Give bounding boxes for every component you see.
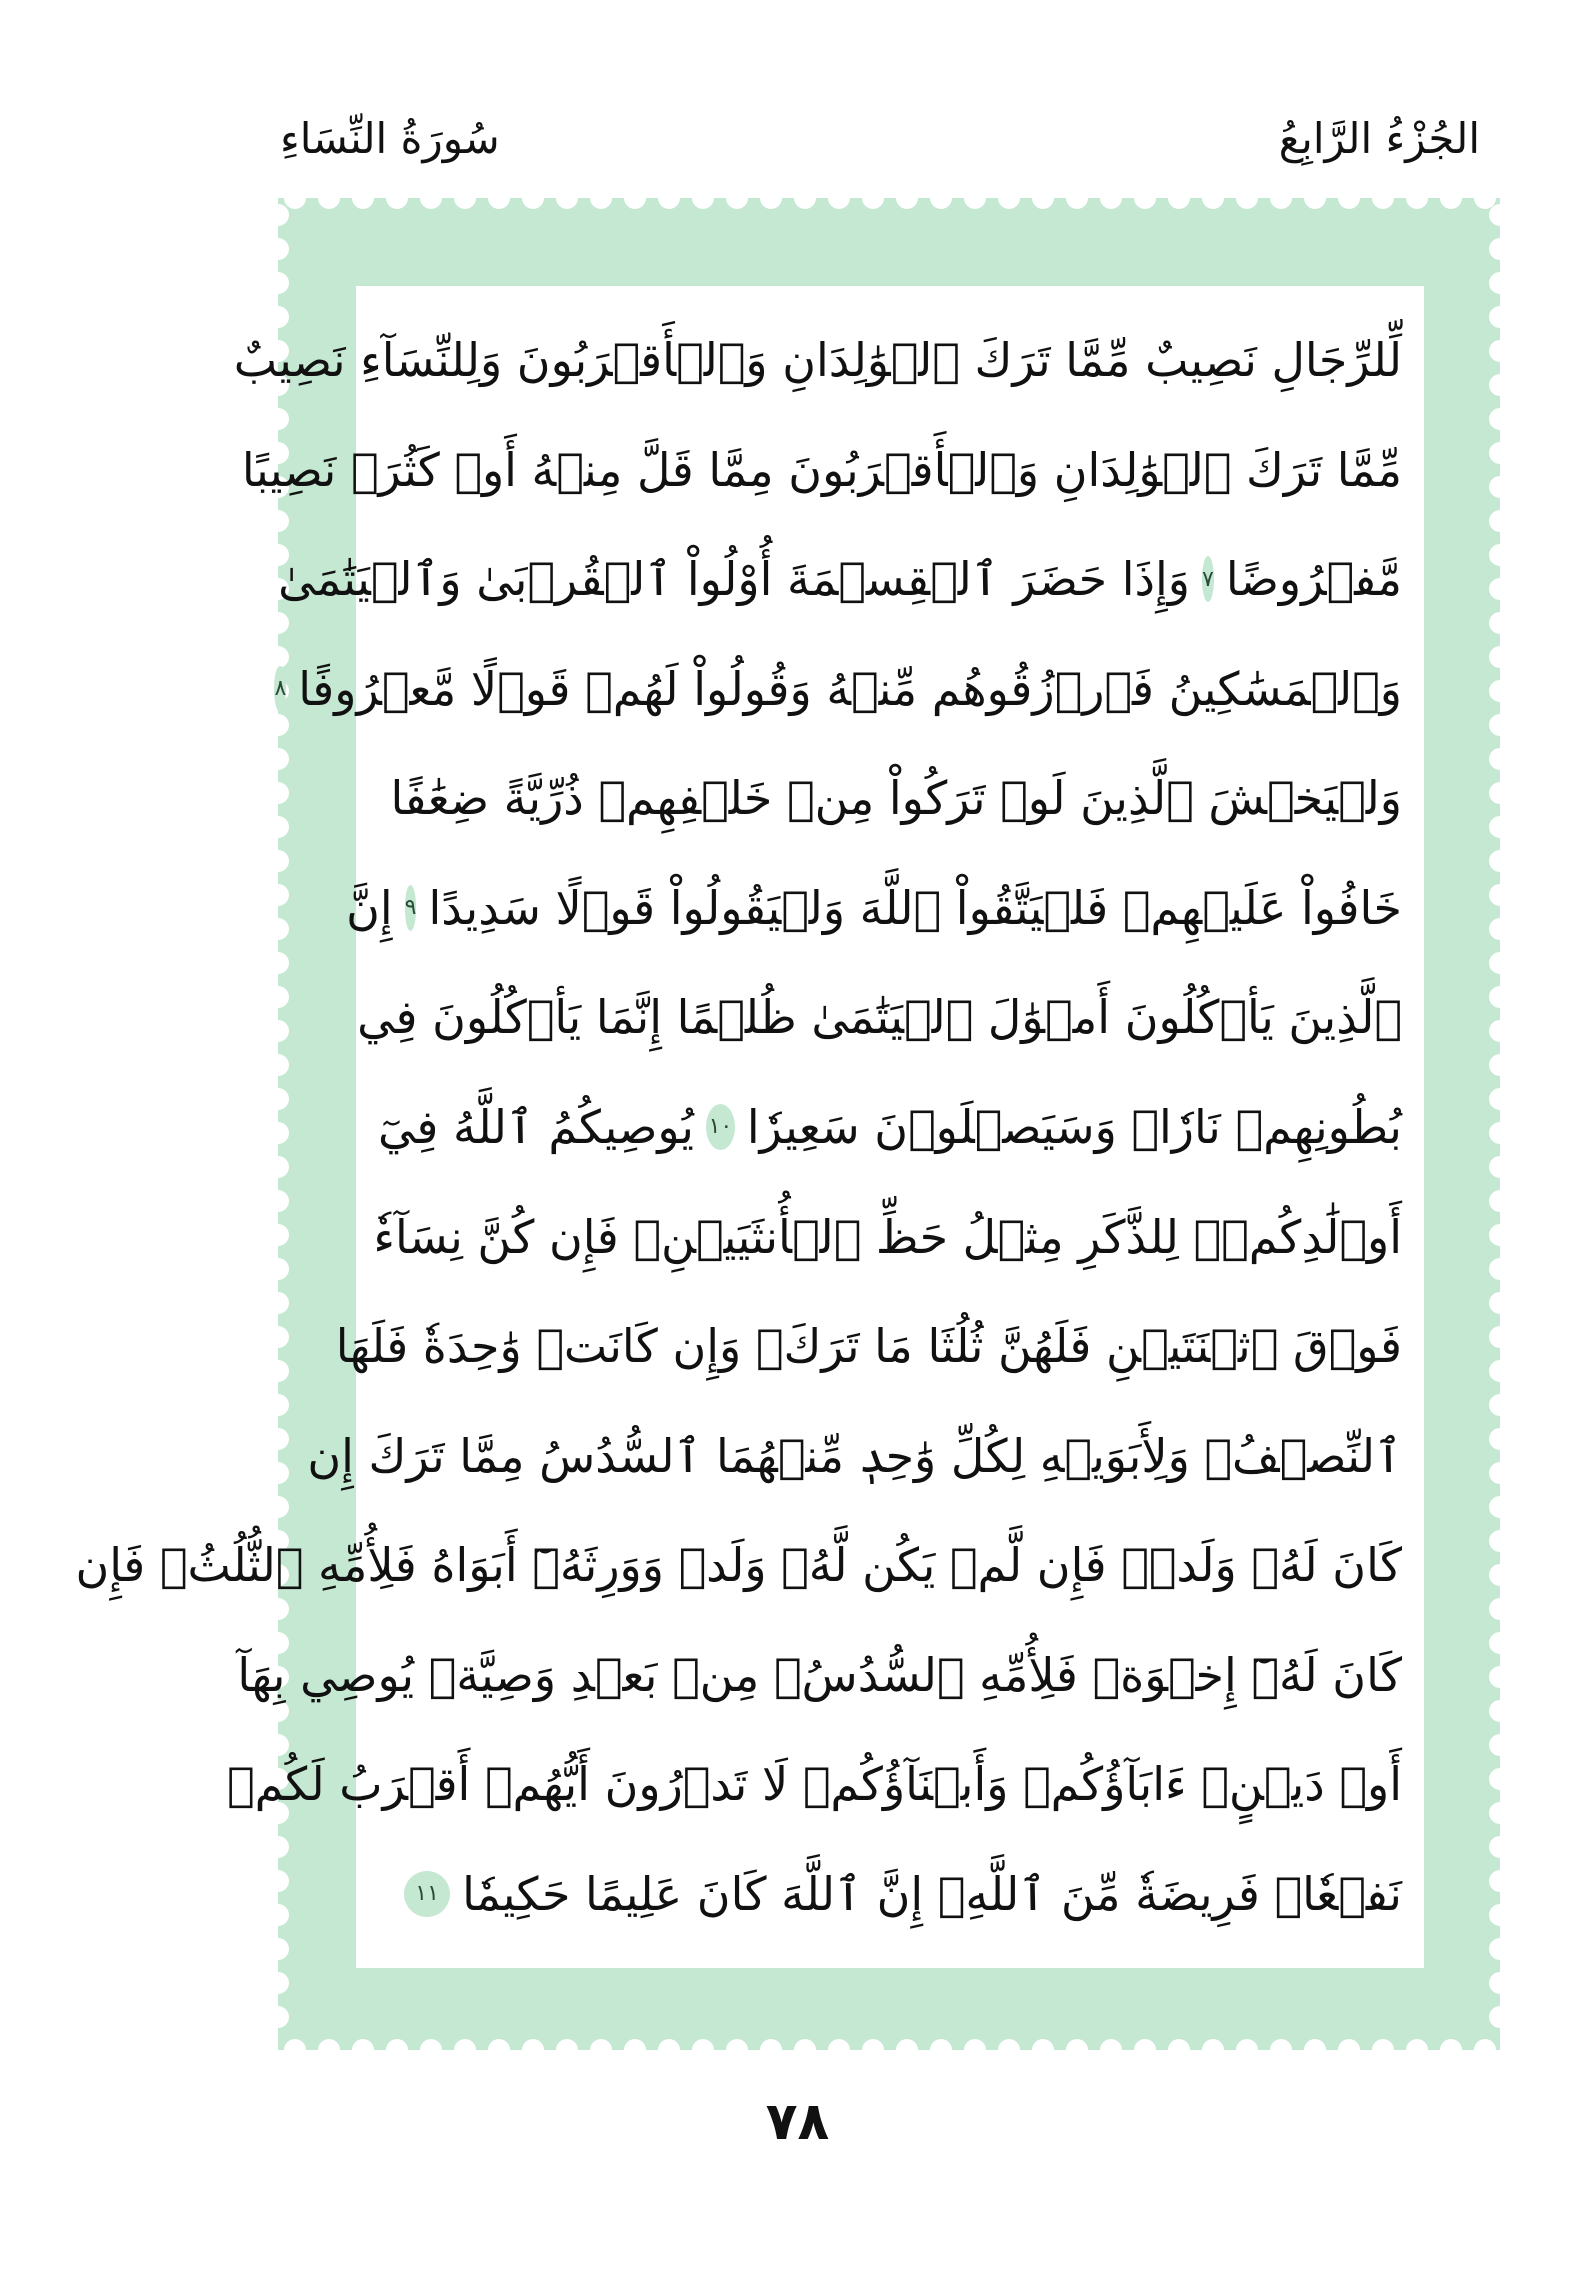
scallop-bump xyxy=(1100,2039,1122,2061)
scallop-bump xyxy=(1134,187,1156,209)
scallop-bump xyxy=(658,2039,680,2061)
text-lines xyxy=(75,312,1402,1942)
scallop-bump xyxy=(267,238,289,260)
scallop-bump xyxy=(1372,187,1394,209)
scallop-bump xyxy=(267,1700,289,1722)
scallop-bump xyxy=(1489,204,1511,226)
scallop-bump xyxy=(930,2039,952,2061)
scallop-bump xyxy=(267,272,289,294)
scallop-bump xyxy=(1032,2039,1054,2061)
scallop-bump xyxy=(1489,238,1511,260)
scallop-bump xyxy=(284,187,306,209)
scallop-bump xyxy=(267,510,289,532)
scallop-bump xyxy=(624,2039,646,2061)
juz-title: الجُزْءُ الرَّابِعُ xyxy=(1278,114,1480,163)
verse-text: يُوصِيكُمُ ٱللَّهُ فِيٓ xyxy=(378,1099,694,1154)
scallop-bump xyxy=(1489,374,1511,396)
scallop-bump xyxy=(267,1598,289,1620)
scallop-bump xyxy=(1134,2039,1156,2061)
scallop-bump xyxy=(267,1258,289,1280)
scallop-bump xyxy=(267,1190,289,1212)
verse-text: إِنَّ xyxy=(346,880,393,935)
decorative-frame xyxy=(75,198,1500,2050)
scallop-bump xyxy=(1489,1768,1511,1790)
scallop-bump xyxy=(1489,306,1511,328)
scallop-bump xyxy=(1202,2039,1224,2061)
scallop-bump xyxy=(1489,1836,1511,1858)
ayah-number-marker: ١١ xyxy=(404,1871,450,1917)
verse-line xyxy=(378,1079,1402,1175)
verse-text: ٱلنِّصۡفُۚ وَلِأَبَوَيۡهِ لِكُلِّ وَٰحِدٖ مِّنۡهُمَا ٱلسُّدُسُ مِمَّا تَرَكَ إِن xyxy=(307,1428,1402,1483)
scallop-bump xyxy=(267,2006,289,2028)
scallop-bump xyxy=(267,1870,289,1892)
scallop-bump xyxy=(267,1224,289,1246)
scallop-bump xyxy=(1270,187,1292,209)
scallop-bump xyxy=(1406,187,1428,209)
scallop-bump xyxy=(1304,187,1326,209)
scallop-bump xyxy=(1489,272,1511,294)
scallop-bump xyxy=(964,187,986,209)
scallop-bump xyxy=(726,2039,748,2061)
scallop-bump xyxy=(1168,2039,1190,2061)
scallop-bump xyxy=(1489,986,1511,1008)
scallop-bump xyxy=(267,1020,289,1042)
scallop-bump xyxy=(692,187,714,209)
scallop-bump xyxy=(1304,2039,1326,2061)
scallop-bump xyxy=(726,187,748,209)
scallop-bump xyxy=(1202,187,1224,209)
scallop-bump xyxy=(267,612,289,634)
scallop-bump xyxy=(1489,1394,1511,1416)
scallop-bump xyxy=(828,187,850,209)
verse-text: كَانَ لَهُۥٓ إِخۡوَةٞ فَلِأُمِّهِ ٱلسُّدُسُۚ مِنۢ بَعۡدِ وَصِيَّةٖ يُوصِي بِهَآ xyxy=(237,1647,1402,1702)
verse-text: وَلۡيَخۡشَ ٱلَّذِينَ لَوۡ تَرَكُواْ مِنۡ خَلۡفِهِمۡ ذُرِّيَّةً ضِعَٰفًا xyxy=(390,771,1402,826)
scallop-bump xyxy=(1236,2039,1258,2061)
scallop-bump xyxy=(1489,2006,1511,2028)
scallop-bump xyxy=(1489,340,1511,362)
surah-title: سُورَةُ النِّسَاءِ xyxy=(280,114,500,163)
scallop-bump xyxy=(1489,408,1511,430)
scallop-bump xyxy=(1489,1258,1511,1280)
scallop-bump xyxy=(1489,1462,1511,1484)
scallop-bump xyxy=(454,187,476,209)
scallop-bump xyxy=(828,2039,850,2061)
scallop-bump xyxy=(1489,1360,1511,1382)
verse-text: نَفۡعٗاۚ فَرِيضَةٗ مِّنَ ٱللَّهِۗ إِنَّ ٱللَّهَ كَانَ عَلِيمًا حَكِيمٗا xyxy=(462,1866,1402,1921)
scallop-bump xyxy=(794,2039,816,2061)
scallop-bump xyxy=(267,1156,289,1178)
scallop-bump xyxy=(590,187,612,209)
scallop-bump xyxy=(267,918,289,940)
scallop-bump xyxy=(267,952,289,974)
scallop-bump xyxy=(1489,1632,1511,1654)
verse-line xyxy=(307,1408,1402,1504)
scallop-bump xyxy=(1489,1972,1511,1994)
scallop-bump xyxy=(964,2039,986,2061)
scallop-bump xyxy=(1489,476,1511,498)
verse-text: خَافُواْ عَلَيۡهِمۡ فَلۡيَتَّقُواْ ٱللَّهَ وَلۡيَقُولُواْ قَوۡلًا سَدِيدًا xyxy=(428,880,1402,935)
scallop-bump xyxy=(998,187,1020,209)
scallop-bump xyxy=(1489,1700,1511,1722)
scallop-bump xyxy=(658,187,680,209)
ayah-number-marker: ٧ xyxy=(1202,556,1214,602)
verse-text: مَّفۡرُوضًا xyxy=(1225,552,1402,607)
scallop-bump xyxy=(267,1428,289,1450)
verse-line xyxy=(335,1298,1402,1394)
scallop-bump xyxy=(998,2039,1020,2061)
scallop-bump xyxy=(794,187,816,209)
scallop-bump xyxy=(267,714,289,736)
scallop-bump xyxy=(1489,816,1511,838)
scallop-bump xyxy=(420,2039,442,2061)
scallop-bump xyxy=(590,2039,612,2061)
scallop-bump xyxy=(1440,187,1462,209)
verse-text: بُطُونِهِمۡ نَارٗاۖ وَسَيَصۡلَوۡنَ سَعِيرٗا xyxy=(746,1099,1402,1154)
scallop-bump xyxy=(267,748,289,770)
scallop-bump xyxy=(267,1394,289,1416)
scallop-bump xyxy=(1489,1598,1511,1620)
scallop-bump xyxy=(1489,1054,1511,1076)
scallop-bump xyxy=(1489,578,1511,600)
scallop-bump xyxy=(1489,1156,1511,1178)
verse-text: لِّلرِّجَالِ نَصِيبٌ مِّمَّا تَرَكَ ٱلۡوَٰلِدَانِ وَٱلۡأَقۡرَبُونَ وَلِلنِّسَآءِ نَصِيبٌ xyxy=(233,333,1402,387)
scallop-bump xyxy=(267,782,289,804)
scallop-bump xyxy=(1489,1666,1511,1688)
scallop-bump xyxy=(1066,187,1088,209)
scallop-bump xyxy=(1489,782,1511,804)
scallop-bump xyxy=(1489,918,1511,940)
scallop-bump xyxy=(760,2039,782,2061)
scallop-bump xyxy=(267,1904,289,1926)
scallop-bump xyxy=(267,1938,289,1960)
scallop-bump xyxy=(1489,1530,1511,1552)
verse-line xyxy=(346,860,1402,956)
scallop-bump xyxy=(318,2039,340,2061)
scallop-bump xyxy=(896,187,918,209)
scallop-bump xyxy=(1489,1734,1511,1756)
scallop-bump xyxy=(267,986,289,1008)
scallop-bump xyxy=(1168,187,1190,209)
scallop-bump xyxy=(1489,1870,1511,1892)
scallop-bump xyxy=(624,187,646,209)
scallop-bump xyxy=(267,816,289,838)
verse-line xyxy=(237,1627,1402,1723)
scallop-bump xyxy=(760,187,782,209)
scallop-bump xyxy=(488,187,510,209)
verse-text: وَإِذَا حَضَرَ ٱلۡقِسۡمَةَ أُوْلُواْ ٱلۡقُرۡبَىٰ وَٱلۡيَتَٰمَىٰ xyxy=(278,552,1190,607)
scallop-bump xyxy=(267,1088,289,1110)
scallop-bump xyxy=(267,1292,289,1314)
scallop-bump xyxy=(267,408,289,430)
scallop-bump xyxy=(488,2039,510,2061)
verse-text: مِّمَّا تَرَكَ ٱلۡوَٰلِدَانِ وَٱلۡأَقۡرَبُونَ مِمَّا قَلَّ مِنۡهُ أَوۡ كَثُرَۚ نَصِيبًا xyxy=(241,442,1402,497)
page-number: ٧٨ xyxy=(765,2092,830,2152)
scallop-bump xyxy=(267,1326,289,1348)
scallop-bump xyxy=(454,2039,476,2061)
scallop-bump xyxy=(386,2039,408,2061)
scallop-bump xyxy=(1406,2039,1428,2061)
scallop-bump xyxy=(267,1054,289,1076)
verse-text: كَانَ لَهُۥ وَلَدٞۚ فَإِن لَّمۡ يَكُن لَّهُۥ وَلَدٞ وَوَرِثَهُۥٓ أَبَوَاهُ فَلِأُمِّهِ ٱلثُّلُثُۚ فَإِن xyxy=(75,1538,1402,1593)
scallop-bump xyxy=(267,1972,289,1994)
scallop-bump xyxy=(1489,612,1511,634)
scallop-bump xyxy=(318,187,340,209)
scallop-bump xyxy=(1489,884,1511,906)
scallop-bump xyxy=(1474,2039,1496,2061)
scallop-bump xyxy=(692,2039,714,2061)
scallop-bump xyxy=(556,2039,578,2061)
scallop-bump xyxy=(267,1734,289,1756)
scallop-bump xyxy=(1489,1938,1511,1960)
scallop-bump xyxy=(352,187,374,209)
scallop-bump xyxy=(1489,1496,1511,1518)
scallop-bump xyxy=(267,306,289,328)
scallop-bump xyxy=(556,187,578,209)
scallop-bump xyxy=(386,187,408,209)
scallop-bump xyxy=(862,187,884,209)
scallop-bump xyxy=(1489,544,1511,566)
scallop-bump xyxy=(1489,510,1511,532)
scallop-bump xyxy=(1489,1802,1511,1824)
scallop-bump xyxy=(1489,952,1511,974)
scallop-bump xyxy=(1489,1904,1511,1926)
scallop-bump xyxy=(1489,1190,1511,1212)
scallop-bump xyxy=(1489,1564,1511,1586)
scallop-bump xyxy=(1489,850,1511,872)
scallop-bump xyxy=(1489,748,1511,770)
scallop-bump xyxy=(1372,2039,1394,2061)
scallop-bump xyxy=(1489,1428,1511,1450)
scallop-bump xyxy=(1338,2039,1360,2061)
scallop-bump xyxy=(267,884,289,906)
verse-line xyxy=(378,750,1402,846)
verse-text: أَوۡلَٰدِكُمۡۖ لِلذَّكَرِ مِثۡلُ حَظِّ ٱلۡأُنثَيَيۡنِۚ فَإِن كُنَّ نِسَآءٗ xyxy=(373,1209,1402,1264)
scallop-bump xyxy=(1489,1224,1511,1246)
scallop-bump xyxy=(896,2039,918,2061)
scallop-bump xyxy=(267,1496,289,1518)
scallop-bump xyxy=(1338,187,1360,209)
scallop-bump xyxy=(1489,1326,1511,1348)
scallop-bump xyxy=(420,187,442,209)
scallop-bump xyxy=(1270,2039,1292,2061)
verse-text: أَوۡ دَيۡنٍۗ ءَابَآؤُكُمۡ وَأَبۡنَآؤُكُمۡ لَا تَدۡرُونَ أَيُّهُمۡ أَقۡرَبُ لَكُمۡ xyxy=(227,1757,1402,1812)
verse-line xyxy=(75,1517,1402,1613)
scallop-bump xyxy=(1489,680,1511,702)
scallop-bump xyxy=(1489,1020,1511,1042)
verse-line xyxy=(278,531,1402,627)
scallop-bump xyxy=(267,1462,289,1484)
scallop-bump xyxy=(267,204,289,226)
ayah-number-marker: ٨ xyxy=(274,666,286,712)
scallop-bump xyxy=(267,1122,289,1144)
verse-text: ٱلَّذِينَ يَأۡكُلُونَ أَمۡوَٰلَ ٱلۡيَتَٰمَىٰ ظُلۡمًا إِنَّمَا يَأۡكُلُونَ فِي xyxy=(357,990,1402,1045)
scallop-bump xyxy=(1489,1292,1511,1314)
scallop-bump xyxy=(1489,646,1511,668)
verse-line xyxy=(241,422,1402,518)
verse-line xyxy=(227,1736,1402,1832)
verse-line xyxy=(357,969,1402,1065)
scallop-bump xyxy=(1474,187,1496,209)
scallop-bump xyxy=(1236,187,1258,209)
verse-line xyxy=(378,1846,1402,1942)
verse-text: فَوۡقَ ٱثۡنَتَيۡنِ فَلَهُنَّ ثُلُثَا مَا تَرَكَۖ وَإِن كَانَتۡ وَٰحِدَةٗ فَلَهَا xyxy=(335,1319,1402,1374)
scallop-bump xyxy=(352,2039,374,2061)
scallop-bump xyxy=(1066,2039,1088,2061)
scallop-bump xyxy=(930,187,952,209)
scallop-bump xyxy=(522,2039,544,2061)
scallop-bump xyxy=(1100,187,1122,209)
scallop-bump xyxy=(267,850,289,872)
scallop-bump xyxy=(1489,442,1511,464)
scallop-bump xyxy=(1489,1122,1511,1144)
scallop-bump xyxy=(1032,187,1054,209)
scallop-bump xyxy=(1440,2039,1462,2061)
ayah-number-marker: ١٠ xyxy=(706,1104,735,1150)
scallop-bump xyxy=(862,2039,884,2061)
text-panel xyxy=(75,286,1424,1968)
scallop-bump xyxy=(267,1836,289,1858)
scallop-bump xyxy=(1489,714,1511,736)
scallop-bump xyxy=(284,2039,306,2061)
verse-line xyxy=(373,1189,1402,1285)
scallop-bump xyxy=(1489,1088,1511,1110)
scallop-bump xyxy=(267,1360,289,1382)
scallop-bump xyxy=(522,187,544,209)
verse-text: وَٱلۡمَسَٰكِينُ فَٱرۡزُقُوهُم مِّنۡهُ وَقُولُواْ لَهُمۡ قَوۡلًا مَّعۡرُوفًا xyxy=(298,661,1402,716)
verse-line xyxy=(233,312,1402,408)
scallop-bump xyxy=(267,646,289,668)
verse-line xyxy=(274,641,1402,737)
ayah-number-marker: ٩ xyxy=(405,885,417,931)
